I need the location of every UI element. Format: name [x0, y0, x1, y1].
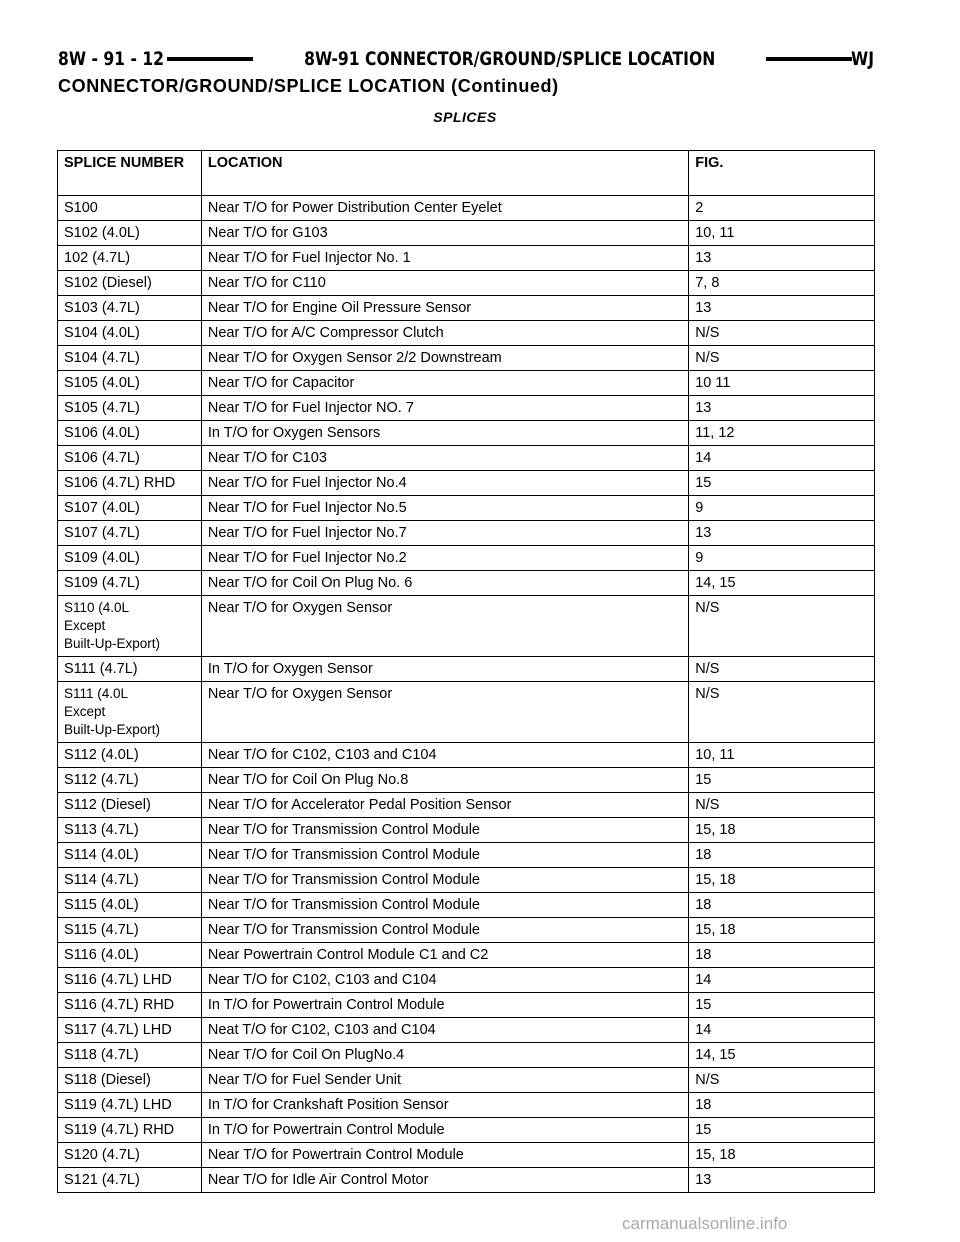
- location-cell: Near T/O for C110: [201, 271, 688, 296]
- splice-number-cell: S112 (4.0L): [58, 743, 202, 768]
- table-row: [58, 682, 875, 743]
- section-title: 8W-91 CONNECTOR/GROUND/SPLICE LOCATION: [304, 48, 716, 70]
- table-row: [58, 918, 875, 943]
- table-row: [58, 968, 875, 993]
- header-fig: FIG.: [689, 151, 875, 196]
- location-cell: Near T/O for Coil On Plug No.8: [201, 768, 688, 793]
- splice-number-cell: S112 (4.7L): [58, 768, 202, 793]
- table-row: [58, 768, 875, 793]
- fig-cell: 9: [689, 496, 875, 521]
- fig-cell: 11, 12: [689, 421, 875, 446]
- splice-number-cell: S111 (4.0L Except Built-Up-Export): [58, 682, 202, 743]
- location-cell: Near T/O for Transmission Control Module: [201, 818, 688, 843]
- splice-number-cell: S114 (4.7L): [58, 868, 202, 893]
- table-row: [58, 1118, 875, 1143]
- location-cell: Near T/O for Transmission Control Module: [201, 843, 688, 868]
- table-row: [58, 271, 875, 296]
- splice-number-cell: S105 (4.7L): [58, 396, 202, 421]
- splice-number-cell: S106 (4.7L) RHD: [58, 471, 202, 496]
- fig-cell: 13: [689, 246, 875, 271]
- fig-cell: 18: [689, 1093, 875, 1118]
- table-row: [58, 496, 875, 521]
- location-cell: Near T/O for C103: [201, 446, 688, 471]
- table-row: [58, 743, 875, 768]
- location-cell: Near T/O for Coil On PlugNo.4: [201, 1043, 688, 1068]
- splice-number-cell: S103 (4.7L): [58, 296, 202, 321]
- location-cell: In T/O for Crankshaft Position Sensor: [201, 1093, 688, 1118]
- table-row: [58, 793, 875, 818]
- fig-cell: 2: [689, 196, 875, 221]
- location-cell: Near T/O for Powertrain Control Module: [201, 1143, 688, 1168]
- location-cell: Near T/O for Coil On Plug No. 6: [201, 571, 688, 596]
- table-row: [58, 346, 875, 371]
- fig-cell: N/S: [689, 1068, 875, 1093]
- fig-cell: 13: [689, 396, 875, 421]
- location-cell: In T/O for Oxygen Sensors: [201, 421, 688, 446]
- splice-number-cell: S115 (4.0L): [58, 893, 202, 918]
- location-cell: Near T/O for Fuel Injector NO. 7: [201, 396, 688, 421]
- fig-cell: 10, 11: [689, 743, 875, 768]
- fig-cell: 18: [689, 893, 875, 918]
- splice-number-cell: S107 (4.0L): [58, 496, 202, 521]
- splice-number-cell: S106 (4.7L): [58, 446, 202, 471]
- fig-cell: 10, 11: [689, 221, 875, 246]
- location-cell: Near T/O for Fuel Sender Unit: [201, 1068, 688, 1093]
- table-row: [58, 1068, 875, 1093]
- location-cell: In T/O for Powertrain Control Module: [201, 1118, 688, 1143]
- fig-cell: 15, 18: [689, 918, 875, 943]
- splice-number-cell: S116 (4.7L) RHD: [58, 993, 202, 1018]
- fig-cell: 14, 15: [689, 571, 875, 596]
- location-cell: Near Powertrain Control Module C1 and C2: [201, 943, 688, 968]
- splice-number-cell: S119 (4.7L) LHD: [58, 1093, 202, 1118]
- location-cell: Near T/O for A/C Compressor Clutch: [201, 321, 688, 346]
- location-cell: Near T/O for Fuel Injector No.5: [201, 496, 688, 521]
- location-cell: Near T/O for G103: [201, 221, 688, 246]
- splice-number-cell: S121 (4.7L): [58, 1168, 202, 1193]
- table-row: [58, 321, 875, 346]
- splice-number-cell: S104 (4.0L): [58, 321, 202, 346]
- location-cell: Near T/O for Oxygen Sensor: [201, 596, 688, 657]
- location-cell: In T/O for Powertrain Control Module: [201, 993, 688, 1018]
- fig-cell: 7, 8: [689, 271, 875, 296]
- splice-number-cell: S112 (Diesel): [58, 793, 202, 818]
- fig-cell: 15: [689, 993, 875, 1018]
- fig-cell: 14, 15: [689, 1043, 875, 1068]
- table-row: [58, 446, 875, 471]
- splice-number-cell: S102 (4.0L): [58, 221, 202, 246]
- location-cell: Near T/O for Oxygen Sensor: [201, 682, 688, 743]
- location-cell: Near T/O for Transmission Control Module: [201, 918, 688, 943]
- splice-number-cell: S100: [58, 196, 202, 221]
- location-cell: Near T/O for Fuel Injector No.2: [201, 546, 688, 571]
- location-cell: Near T/O for Power Distribution Center Eyelet: [201, 196, 688, 221]
- table-row: [58, 893, 875, 918]
- table-header-row: [58, 151, 875, 196]
- table-row: [58, 596, 875, 657]
- fig-cell: 10 11: [689, 371, 875, 396]
- table-row: [58, 1093, 875, 1118]
- location-cell: Near T/O for Transmission Control Module: [201, 868, 688, 893]
- location-cell: Near T/O for Fuel Injector No.4: [201, 471, 688, 496]
- splice-number-cell: S110 (4.0L Except Built-Up-Export): [58, 596, 202, 657]
- fig-cell: N/S: [689, 596, 875, 657]
- table-row: [58, 818, 875, 843]
- page-header: [58, 44, 874, 74]
- splice-number-cell: S120 (4.7L): [58, 1143, 202, 1168]
- splice-number-cell: S109 (4.0L): [58, 546, 202, 571]
- splice-number-cell: S107 (4.7L): [58, 521, 202, 546]
- fig-cell: 18: [689, 843, 875, 868]
- fig-cell: 15, 18: [689, 1143, 875, 1168]
- location-cell: Near T/O for Fuel Injector No. 1: [201, 246, 688, 271]
- splice-number-cell: S118 (4.7L): [58, 1043, 202, 1068]
- table-row: [58, 246, 875, 271]
- splice-number-cell: S106 (4.0L): [58, 421, 202, 446]
- splice-number-cell: S117 (4.7L) LHD: [58, 1018, 202, 1043]
- fig-cell: 9: [689, 546, 875, 571]
- table-row: [58, 546, 875, 571]
- table-body: [58, 196, 875, 1193]
- table-row: [58, 868, 875, 893]
- location-cell: Near T/O for C102, C103 and C104: [201, 968, 688, 993]
- table-row: [58, 396, 875, 421]
- table-row: [58, 1043, 875, 1068]
- fig-cell: N/S: [689, 793, 875, 818]
- fig-cell: 13: [689, 521, 875, 546]
- splice-number-cell: S118 (Diesel): [58, 1068, 202, 1093]
- splice-number-cell: S113 (4.7L): [58, 818, 202, 843]
- header-rule-left: [167, 57, 253, 61]
- splice-number-cell: S114 (4.0L): [58, 843, 202, 868]
- fig-cell: 15, 18: [689, 818, 875, 843]
- fig-cell: 15: [689, 471, 875, 496]
- fig-cell: N/S: [689, 321, 875, 346]
- location-cell: Near T/O for Fuel Injector No.7: [201, 521, 688, 546]
- model-code: WJ: [851, 48, 874, 70]
- splice-number-cell: S109 (4.7L): [58, 571, 202, 596]
- table-row: [58, 993, 875, 1018]
- location-cell: Near T/O for Engine Oil Pressure Sensor: [201, 296, 688, 321]
- header-rule-right: [766, 57, 852, 61]
- table-row: [58, 943, 875, 968]
- page-subtitle: CONNECTOR/GROUND/SPLICE LOCATION (Continued): [58, 76, 559, 96]
- splice-number-cell: S115 (4.7L): [58, 918, 202, 943]
- page-number: 8W - 91 - 12: [58, 48, 165, 70]
- splices-table: [57, 150, 875, 1193]
- fig-cell: 18: [689, 943, 875, 968]
- location-cell: Near T/O for Accelerator Pedal Position Sensor: [201, 793, 688, 818]
- header-splice-number: SPLICE NUMBER: [58, 151, 202, 196]
- watermark: carmanualsonline.info: [622, 1214, 788, 1233]
- fig-cell: 13: [689, 1168, 875, 1193]
- location-cell: Neat T/O for C102, C103 and C104: [201, 1018, 688, 1043]
- table-row: [58, 571, 875, 596]
- fig-cell: 15: [689, 1118, 875, 1143]
- splice-number-cell: S111 (4.7L): [58, 657, 202, 682]
- location-cell: Near T/O for Oxygen Sensor 2/2 Downstream: [201, 346, 688, 371]
- fig-cell: 15, 18: [689, 868, 875, 893]
- table-row: [58, 471, 875, 496]
- table-row: [58, 521, 875, 546]
- fig-cell: 13: [689, 296, 875, 321]
- fig-cell: 15: [689, 768, 875, 793]
- table-row: [58, 657, 875, 682]
- table-row: [58, 843, 875, 868]
- fig-cell: N/S: [689, 346, 875, 371]
- table-row: [58, 1143, 875, 1168]
- fig-cell: 14: [689, 968, 875, 993]
- splice-number-cell: S119 (4.7L) RHD: [58, 1118, 202, 1143]
- fig-cell: N/S: [689, 657, 875, 682]
- table-row: [58, 196, 875, 221]
- location-cell: Near T/O for C102, C103 and C104: [201, 743, 688, 768]
- location-cell: In T/O for Oxygen Sensor: [201, 657, 688, 682]
- header-location: LOCATION: [201, 151, 688, 196]
- table-row: [58, 296, 875, 321]
- splice-number-cell: S104 (4.7L): [58, 346, 202, 371]
- table-row: [58, 371, 875, 396]
- table-row: [58, 1018, 875, 1043]
- fig-cell: 14: [689, 446, 875, 471]
- table-row: [58, 1168, 875, 1193]
- splice-number-cell: S116 (4.7L) LHD: [58, 968, 202, 993]
- location-cell: Near T/O for Transmission Control Module: [201, 893, 688, 918]
- location-cell: Near T/O for Idle Air Control Motor: [201, 1168, 688, 1193]
- splice-number-cell: S102 (Diesel): [58, 271, 202, 296]
- splice-number-cell: S116 (4.0L): [58, 943, 202, 968]
- table-row: [58, 221, 875, 246]
- fig-cell: N/S: [689, 682, 875, 743]
- splice-number-cell: S105 (4.0L): [58, 371, 202, 396]
- table-caption: SPLICES: [433, 109, 497, 125]
- table-row: [58, 421, 875, 446]
- fig-cell: 14: [689, 1018, 875, 1043]
- splice-number-cell: 102 (4.7L): [58, 246, 202, 271]
- location-cell: Near T/O for Capacitor: [201, 371, 688, 396]
